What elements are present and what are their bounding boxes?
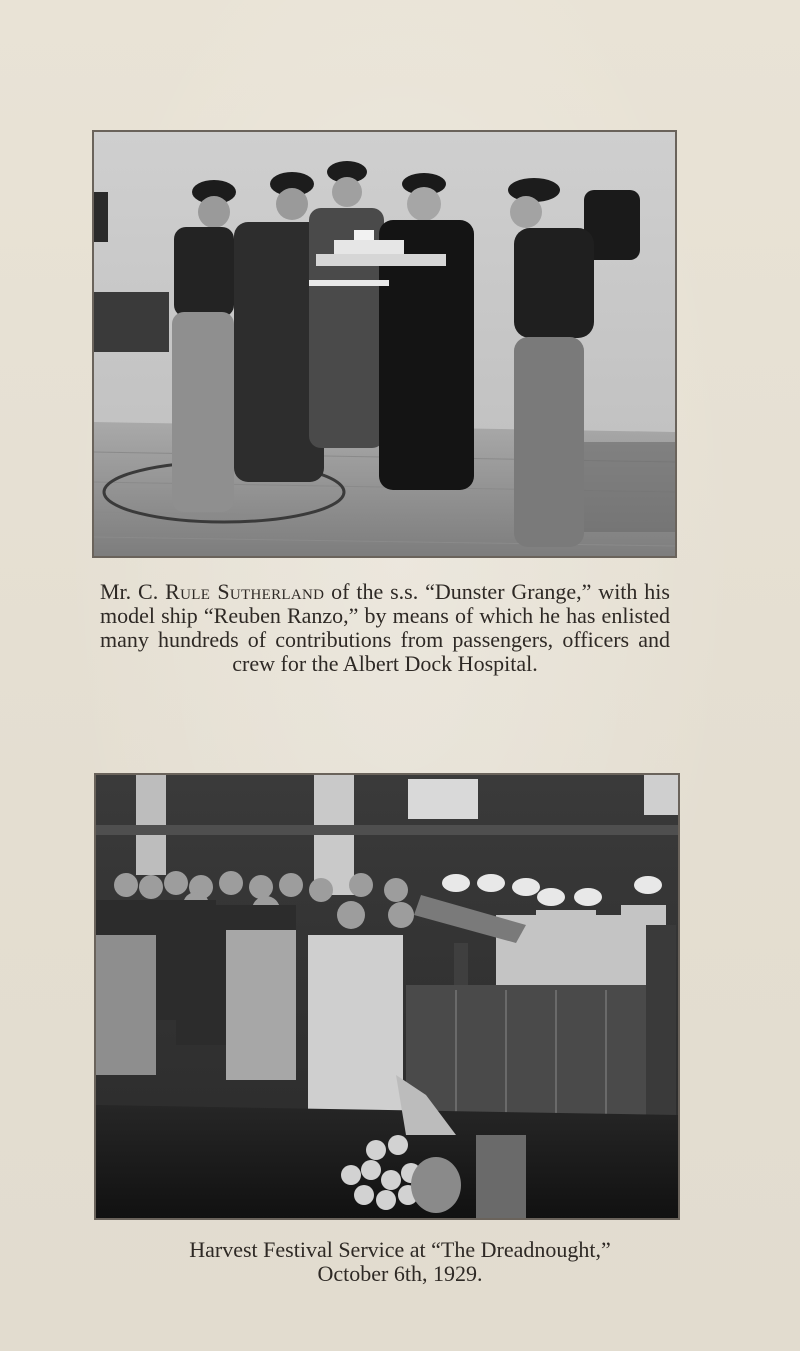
caption-rest: of the s.s. “Dunster Grange,” with his model ship “Reuben Ranzo,” by means of which he has enlisted many hundreds of contributions from passengers, officers and crew for the Albert Dock Hospital. [100, 579, 670, 676]
sailors-photo-illustration [94, 132, 675, 556]
caption-harvest-festival [130, 1238, 670, 1286]
photo-harvest-festival-service [94, 773, 680, 1220]
harvest-photo-illustration [96, 775, 678, 1218]
caption-prefix: Mr. C. [100, 579, 166, 604]
caption-line-1: Harvest Festival Service at “The Dreadnought,” [189, 1237, 611, 1262]
caption-sailors-model-ship [100, 580, 670, 676]
photo-sailors-model-ship [92, 130, 677, 558]
caption-line-2: October 6th, 1929. [317, 1261, 483, 1286]
caption-name-small-caps: Rule Sutherland [165, 579, 325, 604]
